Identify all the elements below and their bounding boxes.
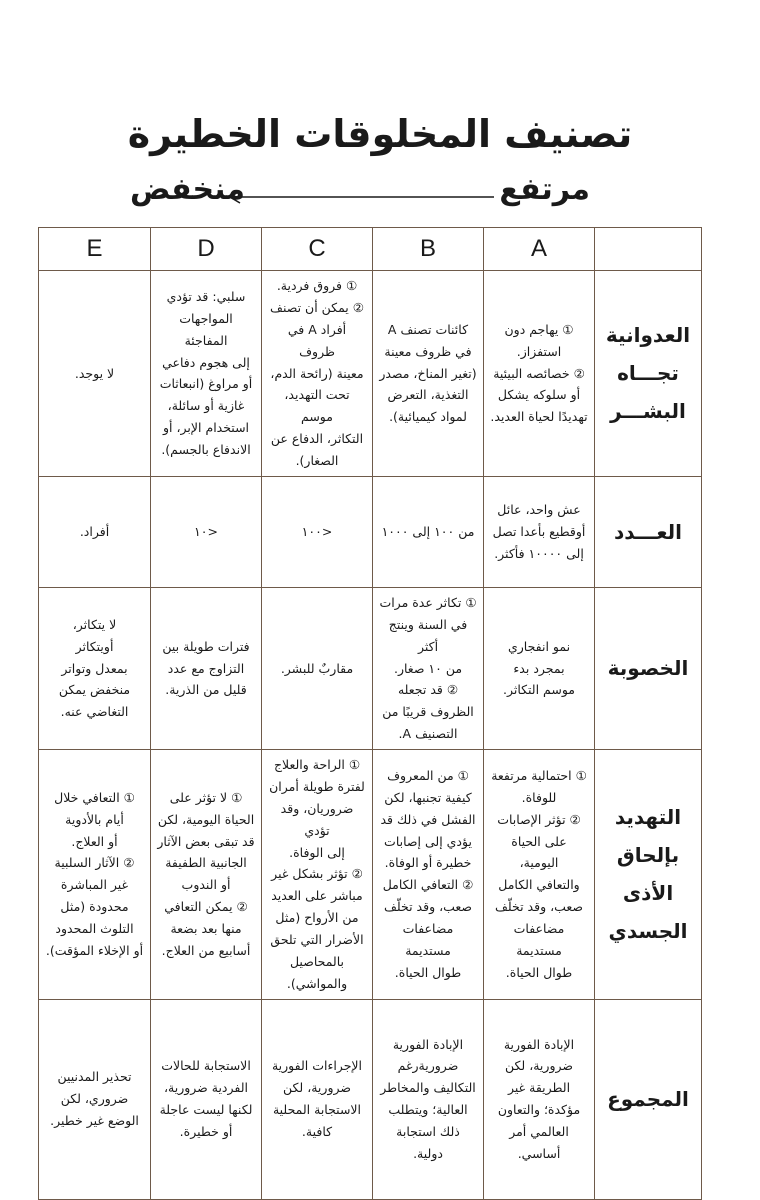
page-title: تصنيف المخلوقات الخطيرة [127,112,633,156]
table-cell: ① تكاثر عدة مرات في السنة وينتج أكثر من ١٠ صغار. ② قد تجعله الظروف قريبًا من التصنيف A. [373,587,484,749]
table-cell: ① الراحة والعلاج لفترة طويلة أمران ضروريان، وقد تؤدي إلى الوفاة. ② تؤثر بشكل غير مباشر على العديد من الأرواح (مثل الأضرار التي تلحق بالمحاصيل والمواشي). [262,750,373,1000]
table-cell: <١٠٠ [262,476,373,587]
column-header-b: B [373,228,484,271]
table-cell: ① من المعروف كيفية تجنبها، لكن الفشل في ذلك قد يؤدي إلى إصابات خطيرة أو الوفاة. ② التعافي الكامل صعب، وقد تخلّف مضاعفات مستديمة طوال الحياة. [373,750,484,1000]
table-cell: أفراد. [39,476,151,587]
table-cell: ① التعافي خلال أيام بالأدوية أو العلاج. ② الآثار السلبية غير المباشرة محدودة (مثل التلوث المحدود أو الإخلاء المؤقت). [39,750,151,1000]
table-cell: ① احتمالية مرتفعة للوفاة. ② تؤثر الإصابات على الحياة اليومية، والتعافي الكامل صعب، وقد تخلّف مضاعفات مستديمة طوال الحياة. [484,750,595,1000]
table-row [39,750,702,1000]
table-cell: سلبي: قد تؤدي المواجهات المفاجئة إلى هجوم دفاعي أو مراوغ (انبعاثات غازية أو سائلة، استخدام الإبر، أو الاندفاع بالجسم). [151,271,262,477]
column-header-a: A [484,228,595,271]
table-cell: <١٠ [151,476,262,587]
table-header-row [39,228,702,271]
table-cell: الإبادة الفورية ضرورية، لكن الطريقة غير مؤكدة؛ والتعاون العالمي أمر أساسي. [484,999,595,1199]
table-cell: من ١٠٠ إلى ١٠٠٠ [373,476,484,587]
column-header-c: C [262,228,373,271]
severity-scale [130,172,590,216]
table-cell: نمو انفجاري بمجرد بدء موسم التكاثر. [484,587,595,749]
scale-low-label: منخفض [130,172,245,207]
table-row [39,271,702,477]
scale-arrow-icon [226,190,496,204]
row-header-physical-harm: التهديد بإلحاق الأذى الجسدي [595,750,702,1000]
row-header-fertility: الخصوبة [595,587,702,749]
table-cell: تحذير المدنيين ضروري، لكن الوضع غير خطير. [39,999,151,1199]
table-cell: ① يهاجم دون استفزاز. ② خصائصه البيئية أو سلوكه يشكل تهديدًا لحياة العديد. [484,271,595,477]
scale-high-label: مرتفع [499,172,590,207]
table-cell: كائنات تصنف A في ظروف معينة (تغير المناخ، مصدر التغذية، التعرض لمواد كيميائية). [373,271,484,477]
table-cell: فترات طويلة بين التزاوج مع عدد قليل من الذرية. [151,587,262,749]
table-row [39,587,702,749]
classification-table [38,227,702,1200]
row-header-number: العـــدد [595,476,702,587]
table-cell: لا يوجد. [39,271,151,477]
corner-cell [595,228,702,271]
table-row [39,476,702,587]
column-header-e: E [39,228,151,271]
table-cell: ① لا تؤثر على الحياة اليومية، لكن قد تبقى بعض الآثار الجانبية الطفيفة أو الندوب ② يمكن التعافي منها بعد بضعة أسابيع من العلاج. [151,750,262,1000]
row-header-aggression: العدوانية تجـــاه البشـــر [595,271,702,477]
table-cell: لا يتكاثر، أويتكاثر بمعدل وتواتر منخفض يمكن التغاضي عنه. [39,587,151,749]
table-cell: الاستجابة للحالات الفردية ضرورية، لكنها ليست عاجلة أو خطيرة. [151,999,262,1199]
table-cell: مقاربٌ للبشر. [262,587,373,749]
table-row [39,999,702,1199]
table-cell: الإجراءات الفورية ضرورية، لكن الاستجابة المحلية كافية. [262,999,373,1199]
table-cell: عش واحد، عائل أوقطيع بأعدا تصل إلى ١٠٠٠٠ فأكثر. [484,476,595,587]
table-cell: الإبادة الفورية ضروريةرغم التكاليف والمخاطر العالية؛ ويتطلب ذلك استجابة دولية. [373,999,484,1199]
column-header-d: D [151,228,262,271]
row-header-total: المجموع [595,999,702,1199]
table-cell: ① فروق فردية. ② يمكن أن تصنف أفراد A في ظروف معينة (رائحة الدم، تحت التهديد، موسم التكاثر، الدفاع عن الصغار). [262,271,373,477]
